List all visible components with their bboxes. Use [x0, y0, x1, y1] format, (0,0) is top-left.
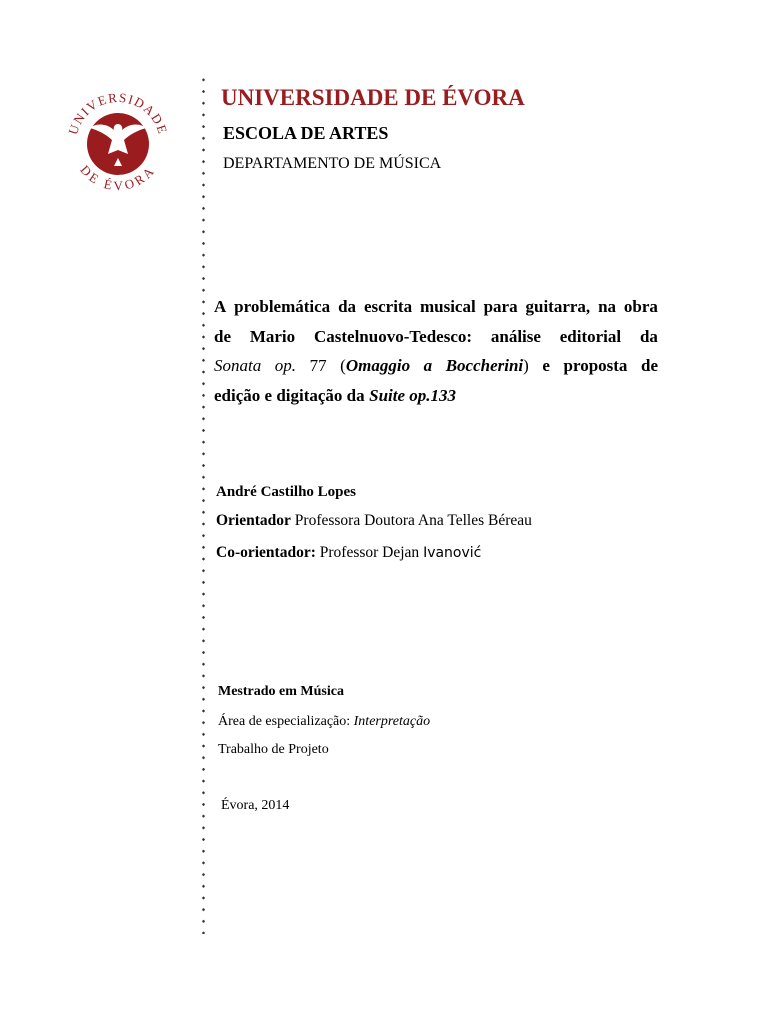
seal-text-top: UNIVERSIDADE — [65, 89, 171, 137]
title-word-boccherini: Boccherini — [445, 356, 524, 375]
title-word-op: op. — [274, 356, 297, 375]
title-word: obra — [623, 297, 658, 316]
thesis-title — [214, 292, 658, 410]
thesis-title-line-1 — [214, 292, 658, 322]
coadvisor-name-prefix: Professor Dejan — [319, 544, 420, 561]
title-word: da — [639, 326, 658, 346]
title-word: musical — [419, 297, 476, 316]
thesis-title-line-2 — [214, 322, 658, 352]
title-word: editorial — [559, 326, 622, 346]
school-name: ESCOLA DE ARTES — [223, 123, 389, 143]
title-word: escrita — [363, 297, 413, 316]
dotted-divider — [202, 74, 205, 934]
title-line-4-text: edição e digitação da — [214, 385, 365, 405]
title-word-sonata: Sonata — [214, 356, 262, 375]
title-word: Castelnuovo-Tedesco: — [313, 326, 473, 346]
title-word: análise — [490, 326, 541, 346]
thesis-title-line-4 — [214, 381, 658, 411]
advisor-name: Professora Doutora Ana Telles Béreau — [294, 512, 532, 529]
title-word: A — [214, 297, 227, 316]
author-name: André Castilho Lopes — [216, 484, 357, 500]
title-word: para — [483, 297, 518, 316]
department-name: DEPARTAMENTO DE MÚSICA — [223, 155, 442, 172]
advisor-line — [216, 512, 532, 530]
specialization-label: Área de especialização: — [218, 714, 351, 729]
degree-name: Mestrado em Música — [218, 684, 344, 699]
title-word: da — [338, 297, 357, 316]
title-word: Mario — [249, 326, 296, 346]
work-type: Trabalho de Projeto — [218, 742, 329, 757]
title-word: guitarra, — [525, 297, 591, 316]
university-title: UNIVERSIDADE DE ÉVORA — [221, 85, 525, 110]
university-seal-logo — [60, 86, 176, 202]
thesis-title-line-3 — [214, 351, 658, 381]
advisor-label: Orientador — [216, 512, 291, 529]
title-word-de: de — [641, 356, 658, 375]
specialization-line — [218, 714, 430, 730]
title-word-proposta: proposta — [563, 356, 628, 375]
title-word-a: a — [423, 356, 433, 375]
specialization-value: Interpretação — [353, 714, 431, 729]
title-paren-close: ) — [523, 356, 529, 375]
title-suite-reference: Suite op.133 — [369, 385, 457, 405]
coadvisor-line — [216, 544, 481, 562]
title-word-e: e — [542, 356, 550, 375]
title-word: problemática — [234, 297, 331, 316]
seal-text-bottom: DE ÉVORA — [77, 162, 159, 194]
title-word: de — [214, 326, 231, 346]
title-word: na — [598, 297, 617, 316]
title-word-number: 77 — [309, 356, 327, 375]
coadvisor-surname: Ivanović — [423, 545, 482, 561]
title-word-omaggio: Omaggio — [345, 356, 411, 375]
title-paren-open: ( — [340, 356, 346, 375]
coadvisor-label: Co-orientador: — [216, 544, 316, 561]
place-date: Évora, 2014 — [221, 798, 290, 813]
